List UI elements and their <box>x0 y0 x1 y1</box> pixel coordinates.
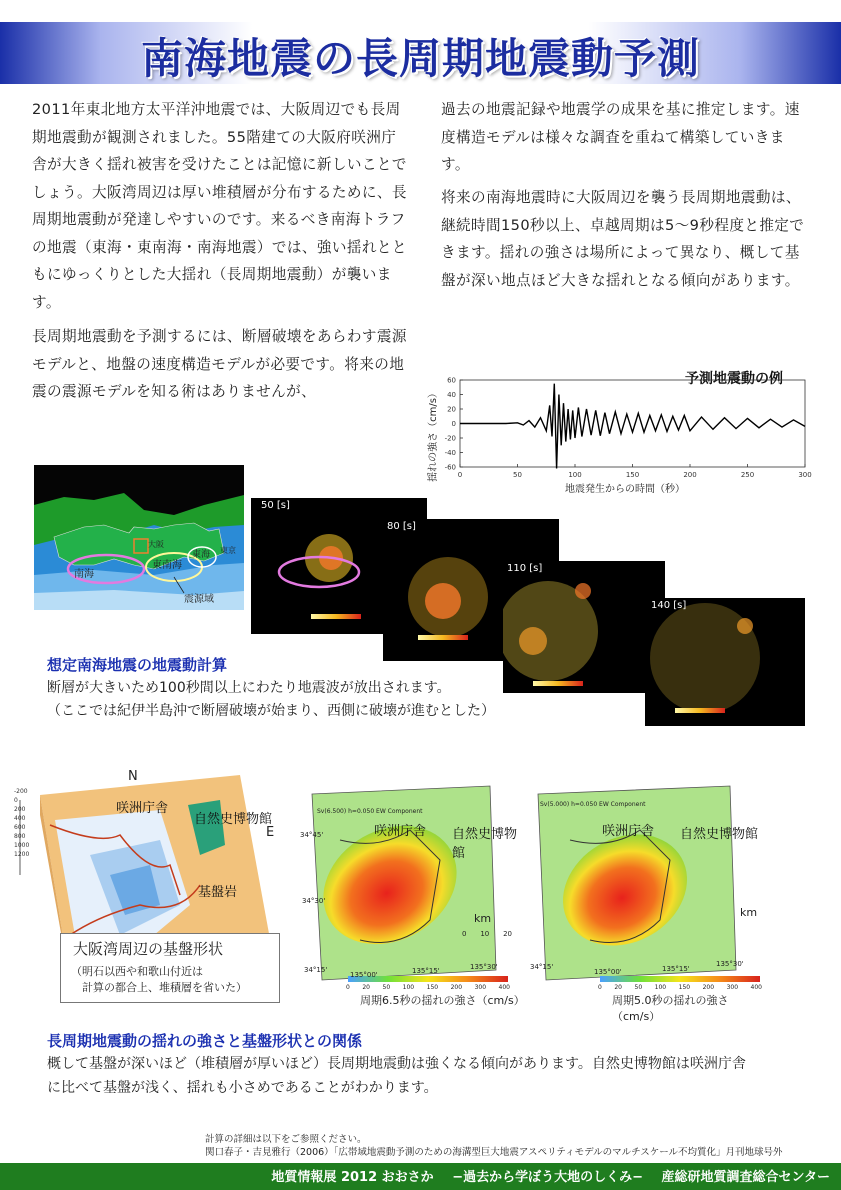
x-tick-label: 50 <box>513 471 522 479</box>
y-tick-label: 0 <box>451 420 456 428</box>
map-label-tokai: 東海 <box>192 550 211 560</box>
y-tick-label: -20 <box>444 434 456 443</box>
sim-frame-label: 110 [s] <box>507 563 543 574</box>
source-region-map <box>34 465 244 610</box>
x-tick-label: 300 <box>798 471 812 479</box>
reference-intro: 計算の詳細は以下をご参照ください。 <box>205 1134 367 1145</box>
footer-text <box>0 1166 830 1185</box>
chart-title: 予測地震動の例 <box>685 371 783 387</box>
basement-caption-box <box>60 933 280 1003</box>
sim-frame-140 <box>645 598 805 726</box>
chart-ylabel: 揺れの強さ（cm/s） <box>428 388 439 482</box>
footer-event: 地質情報展 2012 おおさか <box>271 1170 434 1185</box>
sakishima-label: 咲洲庁舎 <box>116 801 169 816</box>
x-tick-label: 0 <box>457 471 463 479</box>
intro-paragraph-1: 2011年東北地方太平洋沖地震では、大阪周辺でも長周期地震動が観測されました。55階建ての大阪府咲洲庁舎が大きく揺れ被害を受けたことは記憶に新しいことでしょう。大阪湾周辺は厚い堆積層が分布するために、長周期地震動が発達しやすいのです。来るべき南海トラフの地震（東海・東南海・南海地震）では、強い揺れとともにゆっくりとした大揺れ（長周期地震動）が襲います。 <box>32 101 407 311</box>
map-label-source: 震源域 <box>184 594 214 605</box>
map-header: Sv(6.500) h=0.050 EW Component <box>317 808 423 815</box>
map-header: Sv(5.000) h=0.050 EW Component <box>540 801 646 808</box>
sim-frame-label: 80 [s] <box>387 521 416 532</box>
museum-label: 自然史博物館 <box>680 827 759 842</box>
relation-text: 概して基盤が深いほど（堆積層が厚いほど）長周期地震動は強くなる傾向があります。自然史博物館は咲洲庁舎に比べて基盤が浅く、揺れも小さめであることがわかります。 <box>47 1056 746 1096</box>
sim-frame-label: 50 [s] <box>261 500 290 511</box>
map-label-osaka: 大阪 <box>148 540 164 549</box>
scale-unit: km <box>474 912 492 925</box>
seismogram-line <box>460 384 805 469</box>
museum-label: 自然史博物館 <box>194 812 273 827</box>
chart-xlabel: 地震発生からの時間（秒） <box>565 484 685 495</box>
scale-unit: km <box>740 906 758 919</box>
seismogram-chart <box>425 355 825 500</box>
lon-tick: 135°15' <box>662 965 690 973</box>
lat-tick: 34°15' <box>530 963 554 971</box>
y-tick-label: 40 <box>447 391 456 399</box>
scale-ticks: 0 10 20 <box>462 930 512 938</box>
sim-frame-110 <box>503 561 665 693</box>
museum-label: 自然史博物館 <box>452 827 518 861</box>
sakishima-label: 咲洲庁舎 <box>374 824 427 839</box>
basement-caption-note: （明石以西や和歌山付近は 計算の都合上、堆積層を省いた） <box>71 965 247 994</box>
sim-frame-label: 140 [s] <box>651 600 687 611</box>
y-tick-label: -40 <box>444 449 456 457</box>
x-tick-label: 250 <box>740 471 755 479</box>
north-label: N <box>128 769 138 784</box>
y-tick-label: -60 <box>444 463 456 472</box>
east-label: E <box>266 825 275 840</box>
sim-caption-title: 想定南海地震の地震動計算 <box>47 656 228 674</box>
lat-tick: 34°15' <box>304 966 328 974</box>
intensity-map-6-5s <box>300 780 525 1010</box>
footer-subtitle: −過去から学ぼう大地のしくみ− <box>452 1170 643 1185</box>
lat-tick: 34°30' <box>302 897 326 905</box>
chart-axes <box>445 377 812 480</box>
intro-paragraph-2: 長周期地震動を予測するには、断層破壊をあらわす震源モデルと、地盤の速度構造モデルが必要です。将来の地震の震源モデルを知る術はありませんが、 <box>32 328 407 400</box>
lon-tick: 135°00' <box>350 971 378 979</box>
sim-caption: 断層が大きいため100秒間以上にわたり地震波が放出されます。 （ここでは紀伊半島沖で断層破壊が始まり、西側に破壊が進むとした） <box>47 680 495 719</box>
map-label-tonankai: 東南海 <box>152 560 182 571</box>
intensity-map-5-0s <box>530 780 770 1023</box>
bedrock-label: 基盤岩 <box>198 885 238 900</box>
reference-citation: 関口春子・吉見雅行（2006）「広帯域地震動予測のための海溝型巨大地震アスペリティモデルのマルチスケール不均質化」月刊地球号外 <box>205 1147 783 1158</box>
lon-tick: 135°00' <box>594 968 622 976</box>
lon-tick: 135°30' <box>470 963 498 971</box>
footer-org: 産総研地質調査総合センター <box>661 1170 830 1185</box>
depth-ticks: -200 0 200 400 600 800 1000 1200 <box>14 788 30 858</box>
intro-paragraph-3: 過去の地震記録や地震学の成果を基に推定します。速度構造モデルは様々な調査を重ねて構築していきます。 <box>441 101 800 173</box>
x-tick-label: 100 <box>568 471 582 479</box>
map-caption: 周期5.0秒の揺れの強さ（cm/s） <box>612 994 729 1023</box>
lon-tick: 135°15' <box>412 967 440 975</box>
basement-caption-title: 大阪湾周辺の基盤形状 <box>73 940 224 958</box>
lat-tick: 34°45' <box>300 831 324 839</box>
map-caption: 周期6.5秒の揺れの強さ（cm/s） <box>360 994 525 1007</box>
page-title: 南海地震の長周期地震動予測 <box>140 34 700 83</box>
lon-tick: 135°30' <box>716 960 744 968</box>
y-tick-label: 20 <box>447 405 456 414</box>
colorbar-ticks: 0 20 50 100 150 200 300 400 <box>598 984 762 991</box>
intro-paragraph-4: 将来の南海地震時に大阪周辺を襲う長周期地震動は、継続時間150秒以上、卓越周期は5〜9秒程度と推定できます。揺れの強さは場所によって異なり、概して基盤が深い地点ほど大きな揺れとなる傾向があります。 <box>441 189 805 289</box>
map-label-tokyo: 東京 <box>220 546 236 555</box>
x-tick-label: 200 <box>683 471 697 479</box>
y-tick-label: 60 <box>447 376 456 385</box>
sakishima-label: 咲洲庁舎 <box>602 824 655 839</box>
relation-title: 長周期地震動の揺れの強さと基盤形状との関係 <box>47 1032 363 1050</box>
colorbar-ticks: 0 20 50 100 150 200 300 400 <box>346 984 510 991</box>
x-tick-label: 150 <box>625 471 640 479</box>
map-label-nankai: 南海 <box>74 569 94 580</box>
